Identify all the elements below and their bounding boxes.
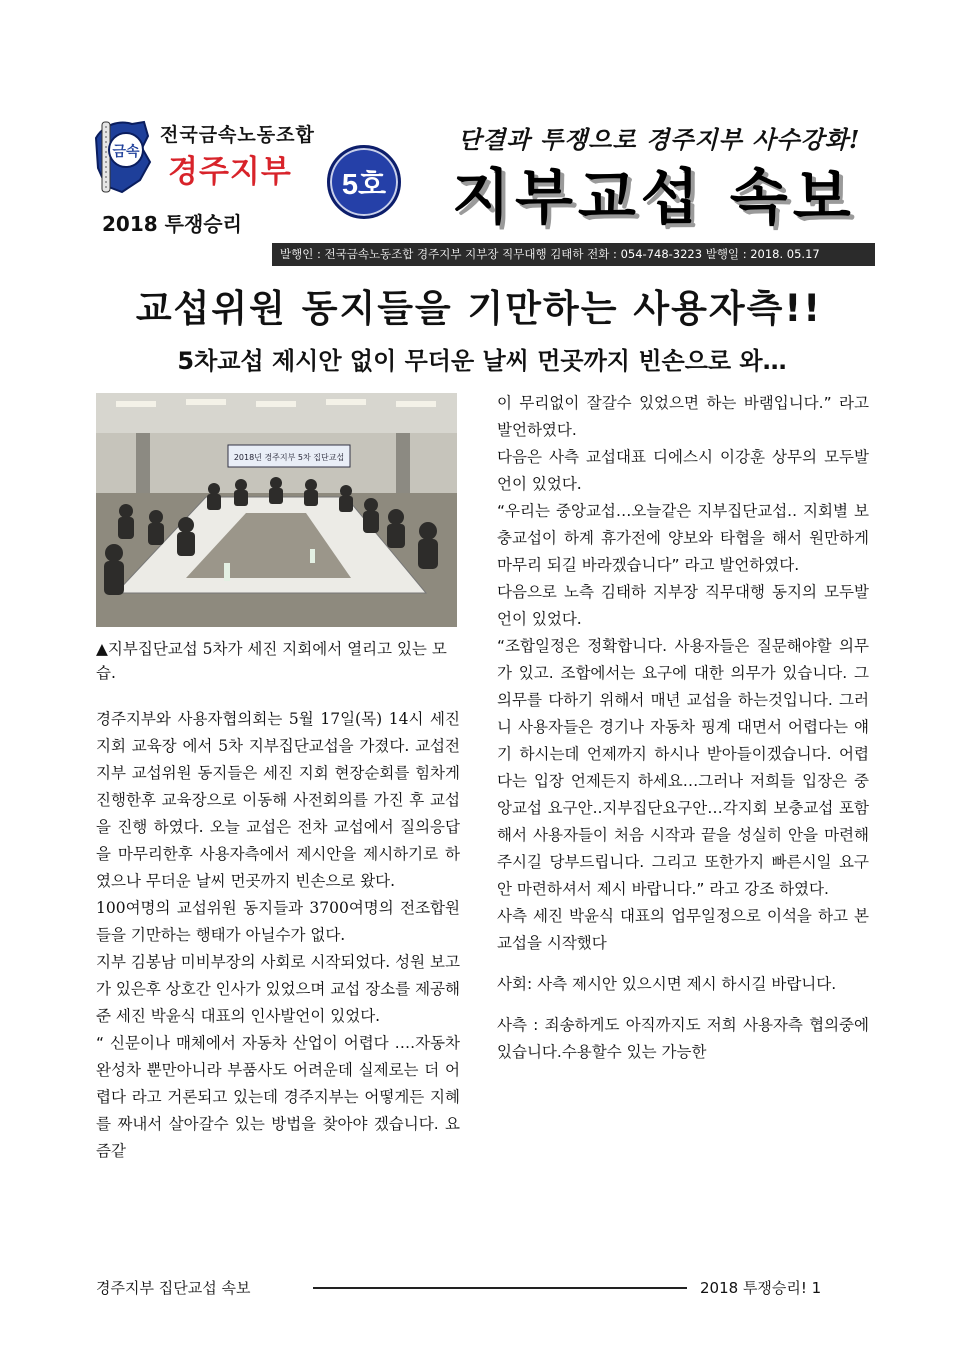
article-paragraph: 다음으로 노측 김태하 지부장 직무대행 동지의 모두발언이 있었다. (497, 583, 869, 628)
motto: 단결과 투쟁으로 경주지부 사수강화! (458, 125, 861, 154)
article-quote: “ 신문이나 매체에서 자동차 산업이 어렵다 ….자동차 완성차 뿐만아니라 부품사도 어려운데 실제로는 더 어렵다 라고 거론되고 있는데 경주지부는 어떻게든 지혜를 짜내서 살아갈수 있는 방법을 찾아야 겠습니다. 요즘같 (96, 1034, 460, 1160)
footer-page-info: 2018 투쟁승리! 1 (700, 1279, 822, 1297)
issue-number-badge: 5호 (327, 145, 401, 219)
article-headline: 교섭위원 동지들을 기만하는 사용자측!! (135, 287, 823, 330)
emblem-text: 금속 (112, 144, 140, 160)
article-paragraph: 경주지부와 사용자협의회는 5월 17일(목) 14시 세진 지회 교육장 에서 5차 지부집단교섭을 가졌다. 교섭전 지부 교섭위원 동지들은 세진 지회 현장순회를 힘차게 진행한후 교육장으로 이동해 사전회의를 가진 후 교섭을 진행 하였다. 오늘 교섭은 전차 교섭에서 질의응답을 마무리한후 사용자측에서 제시안을 제시하기로 하였으나 무더운 날씨 먼곳까지 빈손으로 왔다. (96, 710, 460, 890)
article-paragraph: 이 무리없이 잘갈수 있었으면 하는 바램입니다.” 라고 발언하였다. (497, 394, 869, 439)
article-paragraph: 지부 김봉남 미비부장의 사회로 시작되었다. 성원 보고가 있은후 상호간 인사가 있었으며 교섭 장소를 제공해준 세진 박윤식 대표의 인사발언이 있었다. (96, 953, 460, 1025)
photo-banner-text: 2018년 경주지부 5차 집단교섭 (233, 453, 345, 462)
right-column (497, 390, 869, 1066)
footer-title: 경주지부 집단교섭 속보 (96, 1279, 251, 1297)
article-quote: “우리는 중앙교섭…오늘같은 지부집단교섭.. 지회별 보충교섭이 하계 휴가전에 양보와 타협을 해서 원만하게 마무리 되길 바라겠습니다” 라고 발언하였다. (497, 502, 869, 574)
publisher-info-bar: 발행인 : 전국금속노동조합 경주지부 지부장 직무대행 김태하 전화 : 054-748-3223 발행일 : 2018. 05.17 (272, 243, 875, 266)
newsletter-title: 지부교섭 속보 (452, 163, 856, 233)
footer-divider (313, 1287, 687, 1289)
article-dialogue: 사회: 사측 제시안 있으시면 제시 하시길 바랍니다. (497, 975, 837, 993)
article-subheadline: 5차교섭 제시안 없이 무더운 날씨 먼곳까지 빈손으로 와… (177, 347, 787, 375)
photo-caption: ▲지부집단교섭 5차가 세진 지회에서 열리고 있는 모습. (96, 640, 447, 682)
article-paragraph: 100여명의 교섭위원 동지들과 3700여명의 전조합원들을 기만하는 행태가 아닐수가 없다. (96, 899, 460, 944)
article-paragraph: 사측 세진 박윤식 대표의 업무일정으로 이석을 하고 본교섭을 시작했다 (497, 907, 869, 952)
year-slogan: 2018 투쟁승리 (102, 212, 242, 236)
article-quote: “조합일정은 정확합니다. 사용자들은 질문해야할 의무가 있고. 조합에서는 요구에 대한 의무가 있습니다. 그 의무를 다하기 위해서 매년 교섭을 하는것입니다. 그러니 사용자들은 경기나 자동차 핑계 대면서 어렵다는 얘기 하시는데 언제까지 하시나 받아들이겠습니다. 어렵다는 입장 언제든지 하세요…그러나 저희들 입장은 중앙교섭 요구안..지부집단요구안…각지회 보충교섭 포함해서 사용자들이 처음 시작과 끝을 성실히 안을 마련해주시길 당부드립니다. 그리고 또한가지 빠른시일 요구안 마련하셔서 제시 바랍니다.” 라고 강조 하였다. (497, 637, 869, 898)
spacer (497, 957, 869, 971)
left-column (96, 706, 460, 1165)
branch-name: 경주지부 (168, 154, 292, 190)
meeting-photo (96, 393, 457, 627)
article-dialogue: 사측 : 죄송하게도 아직까지도 저희 사용자측 협의중에 있습니다.수용할수 있는 가능한 (497, 1016, 869, 1061)
spacer (497, 998, 869, 1012)
article-paragraph: 다음은 사측 교섭대표 디에스시 이강훈 상무의 모두발언이 있었다. (497, 448, 869, 493)
union-name: 전국금속노동조합 (160, 124, 315, 146)
union-emblem-icon (92, 118, 154, 200)
